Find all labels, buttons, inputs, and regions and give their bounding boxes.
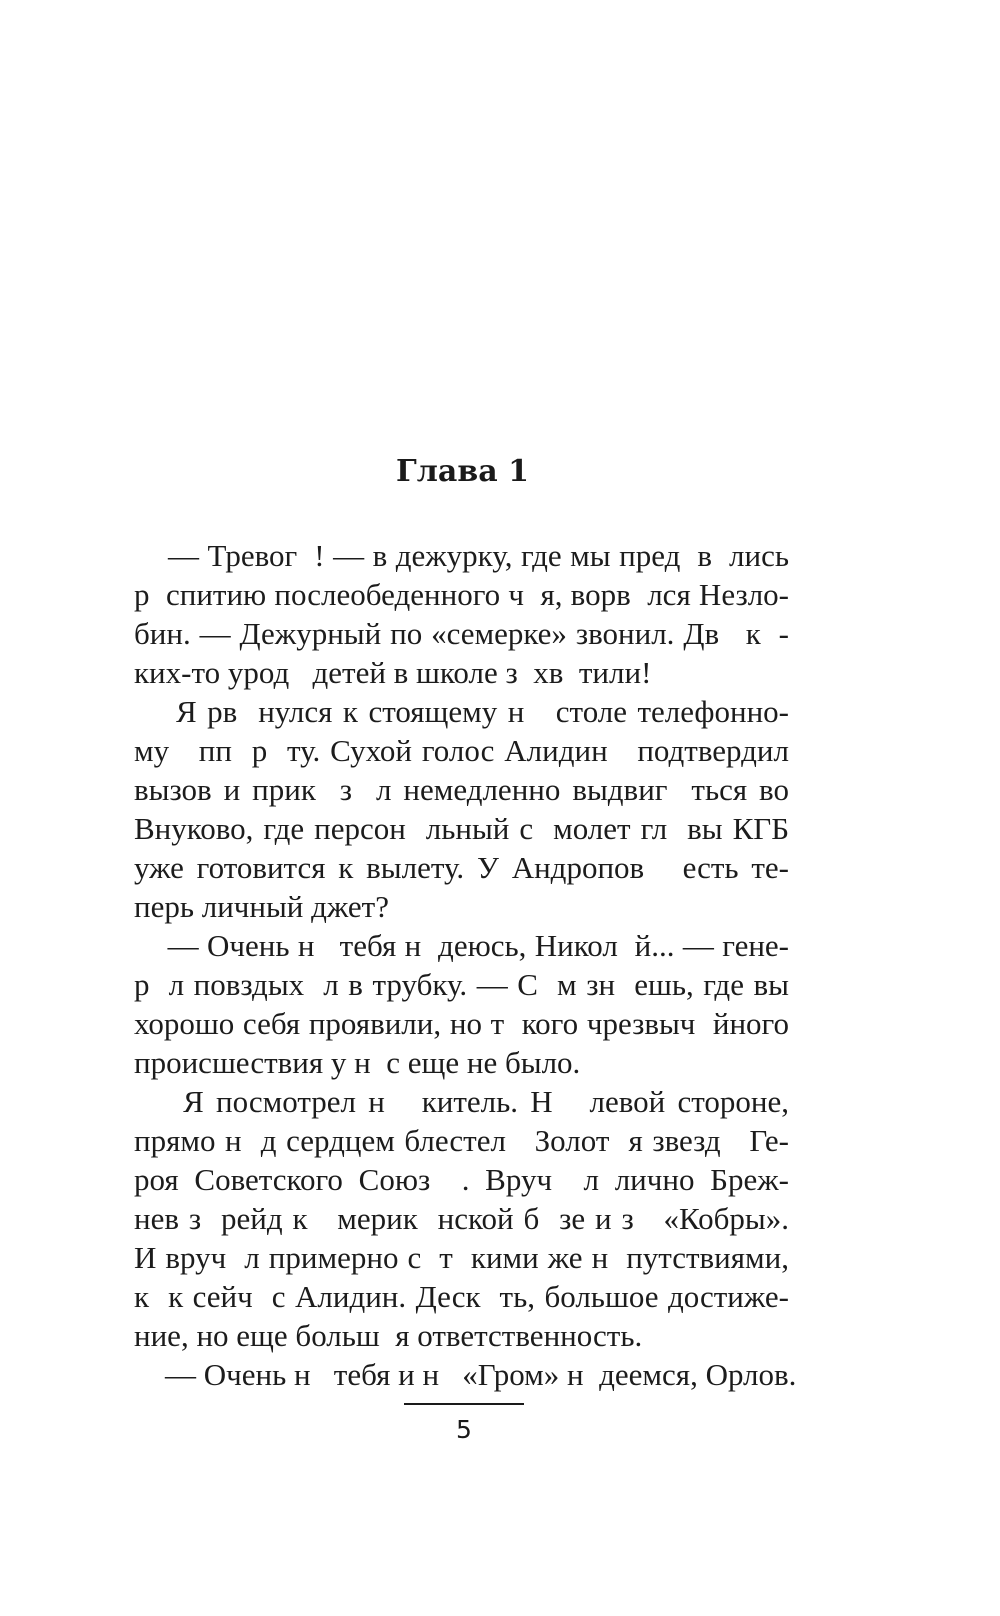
- text-line: — Тревог ! — в дежурку, где мы пред в лись: [134, 538, 789, 573]
- text-line: Я рв нулся к стоящему н столе телефонно-: [134, 694, 789, 729]
- text-line: р л повздых л в трубку. — С м зн ешь, где вы: [134, 967, 789, 1002]
- text-line: — Очень н тебя и н «Гром» н деемся, Орлов.: [134, 1357, 797, 1392]
- text-line: ние, но еще больш я ответственность.: [134, 1318, 643, 1353]
- text-line: происшествия у н с еще не было.: [134, 1045, 581, 1080]
- text-line: Я посмотрел н китель. Н левой стороне,: [134, 1084, 789, 1119]
- text-line: вызов и прик з л немедленно выдвиг ться во: [134, 772, 789, 807]
- text-line: И вруч л примерно с т кими же н путствиями,: [134, 1240, 789, 1275]
- text-line: ких-то урод детей в школе з хв тили!: [134, 655, 652, 690]
- text-line: к к сейч с Алидин. Деск ть, большое достиже-: [134, 1279, 789, 1314]
- text-line: прямо н д сердцем блестел Золот я звезд Ге-: [134, 1123, 789, 1158]
- text-line: бин. — Дежурный по «семерке» звонил. Дв к -: [134, 616, 789, 651]
- text-line: нев з рейд к мерик нской б зе и з «Кобры».: [134, 1201, 789, 1236]
- text-line: Внуково, где персон льный с молет гл вы КГБ: [134, 811, 789, 846]
- text-line: перь личный джет?: [134, 889, 389, 924]
- footer-rule: [404, 1403, 524, 1405]
- text-line: роя Советского Союз . Вруч л лично Бреж-: [134, 1162, 789, 1197]
- chapter-title: Глава 1: [396, 454, 529, 489]
- text-line: р спитию послеобеденного ч я, ворв лся Незло-: [134, 577, 789, 612]
- text-line: хорошо себя проявили, но т кого чрезвыч йного: [134, 1006, 789, 1041]
- body-text: [134, 536, 797, 1394]
- text-line: му пп р ту. Сухой голос Алидин подтвердил: [134, 733, 789, 768]
- text-line: — Очень н тебя н деюсь, Никол й... — гене-: [134, 928, 789, 963]
- page-number: 5: [456, 1415, 472, 1444]
- text-line: уже готовится к вылету. У Андропов есть те-: [134, 850, 789, 885]
